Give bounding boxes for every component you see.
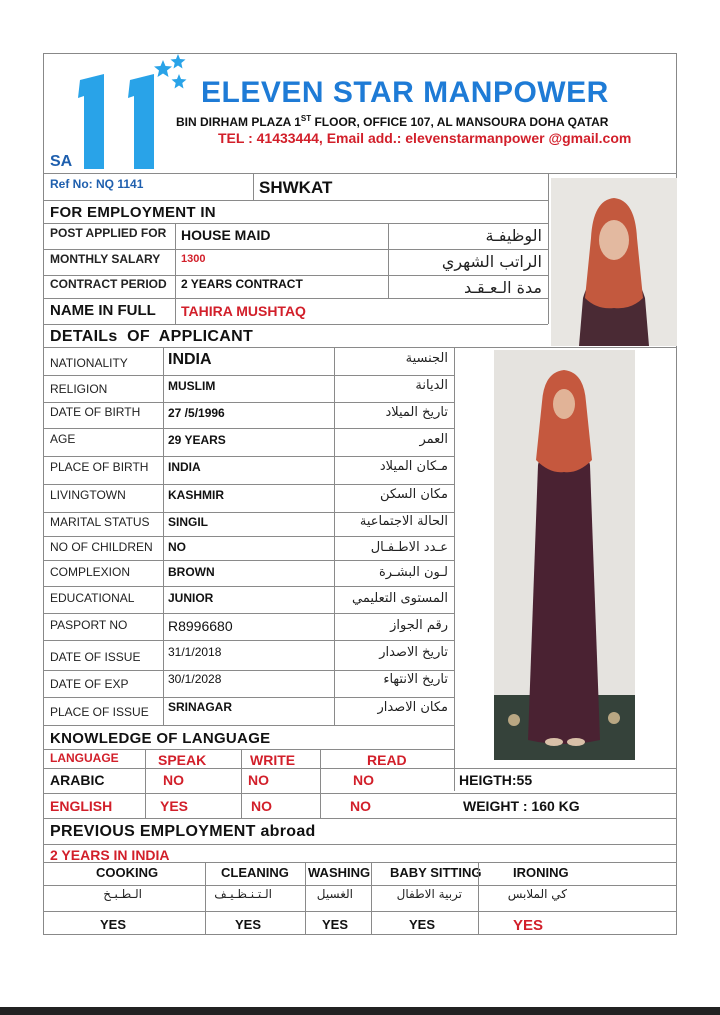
skill-washing-arabic: الغسيل xyxy=(316,887,353,901)
english-speak: YES xyxy=(160,798,189,814)
ref-number: Ref No: NQ 1141 xyxy=(50,177,144,191)
company-contact: TEL : 41433444, Email add.: elevenstarmanpower @gmail.com xyxy=(218,130,632,146)
post-applied-arabic: الوظيفـة xyxy=(485,226,542,245)
contract-period-value: 2 YEARS CONTRACT xyxy=(181,277,303,291)
full-name-value: TAHIRA MUSHTAQ xyxy=(181,303,306,319)
logo-star-1 xyxy=(154,60,172,77)
weight-value: WEIGHT : 160 KG xyxy=(463,798,580,814)
company-name: ELEVEN STAR MANPOWER xyxy=(201,76,609,109)
skill-baby-sitting-arabic: تربية الاطفال xyxy=(396,887,462,901)
monthly-salary-value: 1300 xyxy=(181,253,206,265)
skill-cooking-arabic: الـطـبـخ xyxy=(103,887,142,901)
height-value: HEIGTH:55 xyxy=(459,772,533,788)
applicant-portrait-photo xyxy=(551,178,677,346)
skill-ironing: IRONING xyxy=(513,865,569,880)
english-read: NO xyxy=(350,798,371,814)
skill-cooking: COOKING xyxy=(96,865,159,880)
arabic-speak: NO xyxy=(163,772,184,788)
logo-star-3 xyxy=(172,74,187,89)
logo-one-left xyxy=(78,74,104,169)
sponsor-name: SHWKAT xyxy=(259,178,333,197)
skill-ironing-value: YES xyxy=(513,917,544,934)
company-address: BIN DIRHAM PLAZA 1ST FLOOR, OFFICE 107, AL MANSOURA DOHA QATAR xyxy=(176,114,609,129)
post-applied-value: HOUSE MAID xyxy=(181,227,271,243)
employment-section-title: FOR EMPLOYMENT IN xyxy=(50,204,216,221)
details-section-title: DETAILs OF APPLICANT xyxy=(50,328,254,345)
write-header: WRITE xyxy=(250,752,296,768)
bottom-edge xyxy=(0,1007,720,1015)
contract-period-arabic: مدة الـعـقـد xyxy=(463,278,542,297)
applicant-full-photo xyxy=(494,350,635,760)
skill-baby-sitting: BABY SITTING xyxy=(390,865,482,880)
contract-period-label: CONTRACT PERIOD xyxy=(50,277,167,291)
logo-star-2 xyxy=(171,54,186,69)
logo-one-right xyxy=(128,74,154,169)
skill-cooking-value: YES xyxy=(100,917,127,932)
arabic-write: NO xyxy=(248,772,269,788)
language-section-title: KNOWLEDGE OF LANGUAGE xyxy=(50,730,271,747)
arabic-language: ARABIC xyxy=(50,772,105,788)
arabic-read: NO xyxy=(353,772,374,788)
english-write: NO xyxy=(251,798,272,814)
skill-ironing-arabic: كي الملابس xyxy=(507,887,567,901)
skill-cleaning: CLEANING xyxy=(221,865,289,880)
monthly-salary-arabic: الراتب الشهري xyxy=(441,252,542,271)
read-header: READ xyxy=(367,752,407,768)
skill-cleaning-arabic: الـتـنـظـيـف xyxy=(214,887,272,901)
post-applied-label: POST APPLIED FOR xyxy=(50,226,167,240)
logo-sa: SA xyxy=(50,153,73,170)
speak-header: SPEAK xyxy=(158,752,207,768)
monthly-salary-label: MONTHLY SALARY xyxy=(50,252,161,266)
skill-baby-sitting-value: YES xyxy=(409,917,436,932)
full-name-label: NAME IN FULL xyxy=(50,302,156,319)
previous-section-title: PREVIOUS EMPLOYMENT abroad xyxy=(50,823,316,840)
skill-washing: WASHING xyxy=(308,865,371,880)
skill-washing-value: YES xyxy=(322,917,349,932)
english-language: ENGLISH xyxy=(50,798,113,814)
previous-summary: 2 YEARS IN INDIA xyxy=(50,847,170,863)
language-header: LANGUAGE xyxy=(50,751,119,765)
skill-cleaning-value: YES xyxy=(235,917,262,932)
